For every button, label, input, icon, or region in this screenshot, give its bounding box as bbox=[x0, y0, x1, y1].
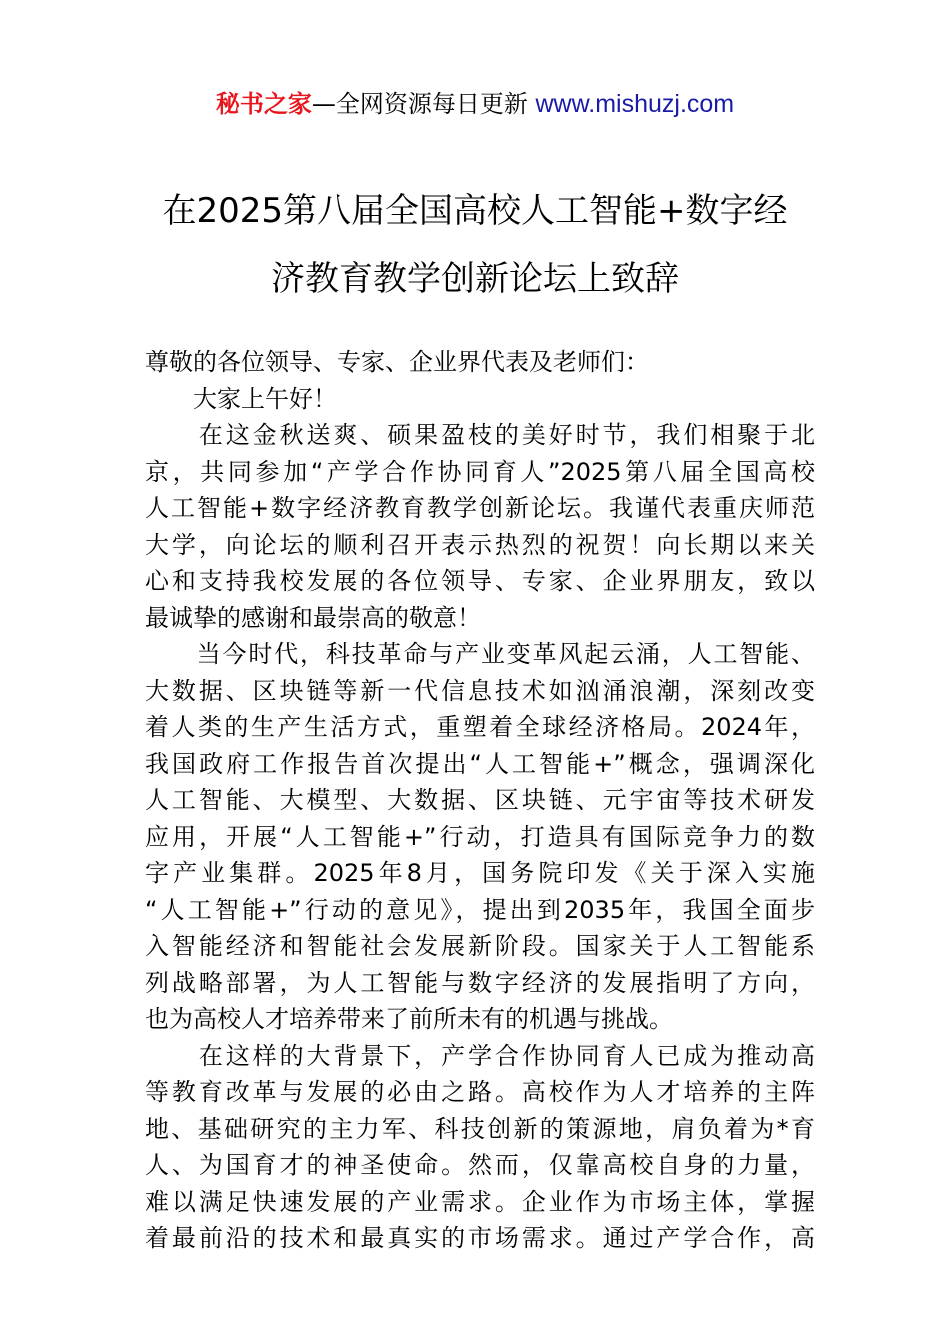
body-line: 人工智能、大模型、大数据、区块链、元宇宙等技术研发 bbox=[145, 786, 815, 814]
site-brand: 秘书之家 bbox=[215, 90, 312, 118]
body-line: “人工智能+”行动的意见》，提出到2035年，我国全面步 bbox=[145, 895, 815, 924]
body-line: 心和支持我校发展的各位领导、专家、企业界朋友，致以 bbox=[145, 567, 815, 595]
document-title-line-2: 济教育教学创新论坛上致辞 bbox=[271, 259, 679, 299]
site-url-link[interactable]: www.mishuzj.com bbox=[535, 90, 735, 118]
body-line: 在这金秋送爽、硕果盈枝的美好时节，我们相聚于北 bbox=[145, 421, 815, 449]
greeting: 大家上午好！ bbox=[145, 384, 337, 413]
site-tagline: —全网资源每日更新 bbox=[311, 90, 528, 118]
body-line: 列战略部署，为人工智能与数字经济的发展指明了方向， bbox=[145, 968, 815, 997]
body-line: 地、基础研究的主力军、科技创新的策源地，肩负着为*育 bbox=[145, 1114, 815, 1143]
body-line: 大数据、区块链等新一代信息技术如汹涌浪潮，深刻改变 bbox=[145, 676, 815, 705]
body-line: 着人类的生产生活方式，重塑着全球经济格局。2024年， bbox=[145, 713, 815, 741]
site-header bbox=[0, 86, 950, 122]
body-line: 入智能经济和智能社会发展新阶段。国家关于人工智能系 bbox=[145, 932, 815, 960]
body-line: 京，共同参加“产学合作协同育人”2025第八届全国高校 bbox=[145, 457, 815, 486]
body-line: 难以满足快速发展的产业需求。企业作为市场主体，掌握 bbox=[145, 1187, 815, 1216]
body-line: 人、为国育才的神圣使命。然而，仅靠高校自身的力量， bbox=[145, 1151, 815, 1179]
body-line: 着最前沿的技术和最真实的市场需求。通过产学合作，高 bbox=[145, 1224, 815, 1252]
document-title-line-1: 在2025第八届全国高校人工智能+数字经 bbox=[162, 191, 788, 231]
body-line: 等教育改革与发展的必由之路。高校作为人才培养的主阵 bbox=[145, 1078, 815, 1106]
body-line: 我国政府工作报告首次提出“人工智能+”概念，强调深化 bbox=[145, 749, 815, 778]
body-line: 字产业集群。2025年8月，国务院印发《关于深入实施 bbox=[145, 859, 815, 887]
body-line: 当今时代，科技革命与产业变革风起云涌，人工智能、 bbox=[145, 640, 815, 668]
body-line: 在这样的大背景下，产学合作协同育人已成为推动高 bbox=[145, 1041, 815, 1070]
body-line: 人工智能+数字经济教育教学创新论坛。我谨代表重庆师范 bbox=[145, 494, 815, 522]
body-line: 最诚挚的感谢和最崇高的敬意！ bbox=[145, 603, 481, 632]
body-line: 也为高校人才培养带来了前所未有的机遇与挑战。 bbox=[145, 1005, 673, 1033]
salutation: 尊敬的各位领导、专家、企业界代表及老师们： bbox=[145, 348, 649, 376]
body-line: 应用，开展“人工智能+”行动，打造具有国际竞争力的数 bbox=[145, 822, 815, 851]
body-line: 大学，向论坛的顺利召开表示热烈的祝贺！向长期以来关 bbox=[145, 530, 815, 559]
document-body bbox=[145, 344, 815, 1257]
